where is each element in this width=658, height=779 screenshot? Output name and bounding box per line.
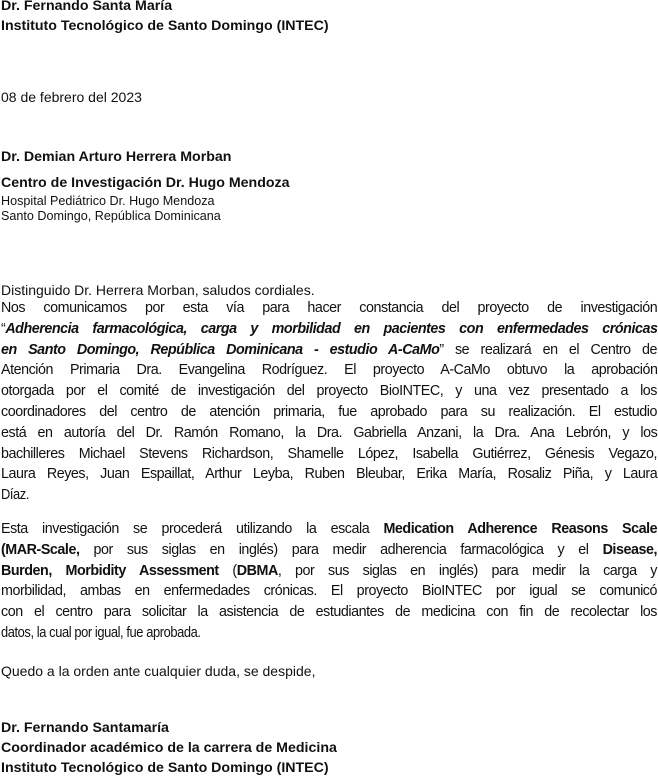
letter-date: 08 de febrero del 2023 <box>1 89 142 105</box>
p1-line: Nos comunicamos por esta vía para hacer constancia del proyecto de investigación <box>1 300 658 316</box>
p2-line: Burden, Morbidity Assessment (DBMA, por sus siglas en inglés) para medir la carga y <box>1 562 657 579</box>
recipient-name: Dr. Demian Arturo Herrera Morban <box>1 149 232 165</box>
recipient-center: Centro de Investigación Dr. Hugo Mendoza <box>1 175 290 191</box>
p1-line: está en autoría del Dr. Ramón Romano, la Dra. Gabriella Anzani, la Dra. Ana Lebrón, y los <box>1 424 658 441</box>
recipient-location: Santo Domingo, República Dominicana <box>1 209 221 223</box>
p1-line: Díaz. <box>1 487 30 504</box>
paragraph-2 <box>1 519 657 644</box>
p1-line: coordinadores del centro de atención primaria, fue aprobado para su realización. El estudio <box>1 403 657 420</box>
p2-line: datos, la cual por igual, fue aprobada. <box>1 624 201 641</box>
sender-name: Dr. Fernando Santa María <box>1 0 173 14</box>
dbma-name: Burden, Morbidity Assessment <box>1 562 219 579</box>
p1-line: otorgada por el comité de investigación del proyecto BioINTEC, y una vez presentado a los <box>1 383 657 400</box>
study-title-cont: en Santo Domingo, República Dominicana - estudio A-CaMo <box>1 341 440 358</box>
p2-line: con el centro para solicitar la asistencia de estudiantes de medicina con fin de recolectar los <box>1 604 657 621</box>
p2-line: Esta investigación se procederá utilizando la escala Medication Adherence Reasons Scale <box>1 521 658 537</box>
paragraph-1 <box>1 298 657 506</box>
p1-line: en Santo Domingo, República Dominicana - estudio A-CaMo” se realizará en el Centro de <box>1 341 657 358</box>
signature-title: Coordinador académico de la carrera de Medicina <box>1 740 337 756</box>
p2-line: (MAR-Scale, por sus siglas en inglés) para medir adherencia farmacológica y el Disease, <box>1 541 657 558</box>
closing-line: Quedo a la orden ante cualquier duda, se despide, <box>1 663 316 679</box>
mar-scale-name: Medication Adherence Reasons Scale <box>383 521 658 537</box>
signature-name: Dr. Fernando Santamaría <box>1 720 169 736</box>
study-title: Adherencia farmacológica, carga y morbilidad en pacientes con enfermedades crónicas <box>5 320 658 337</box>
sender-institution: Instituto Tecnológico de Santo Domingo (INTEC) <box>1 18 329 34</box>
p1-line: Atención Primaria Dra. Evangelina Rodríguez. El proyecto A-CaMo obtuvo la aprobación <box>1 362 658 379</box>
greeting: Distinguido Dr. Herrera Morban, saludos cordiales. <box>1 282 315 298</box>
signature-institution: Instituto Tecnológico de Santo Domingo (INTEC) <box>1 760 329 776</box>
recipient-hospital: Hospital Pediátrico Dr. Hugo Mendoza <box>1 194 215 208</box>
p1-line: Laura Reyes, Juan Espaillat, Arthur Leyba, Ruben Bleubar, Erika María, Rosaliz Piña, y Laura <box>1 466 658 483</box>
p1-line: bachilleres Michael Stevens Richardson, Shamelle López, Isabella Gutiérrez, Génesis Vegazo, <box>1 445 658 462</box>
p2-line: morbilidad, ambas en enfermedades crónicas. El proyecto BioINTEC por igual se comunicó <box>1 583 657 600</box>
p1-line: “Adherencia farmacológica, carga y morbilidad en pacientes con enfermedades crónicas <box>1 320 658 337</box>
